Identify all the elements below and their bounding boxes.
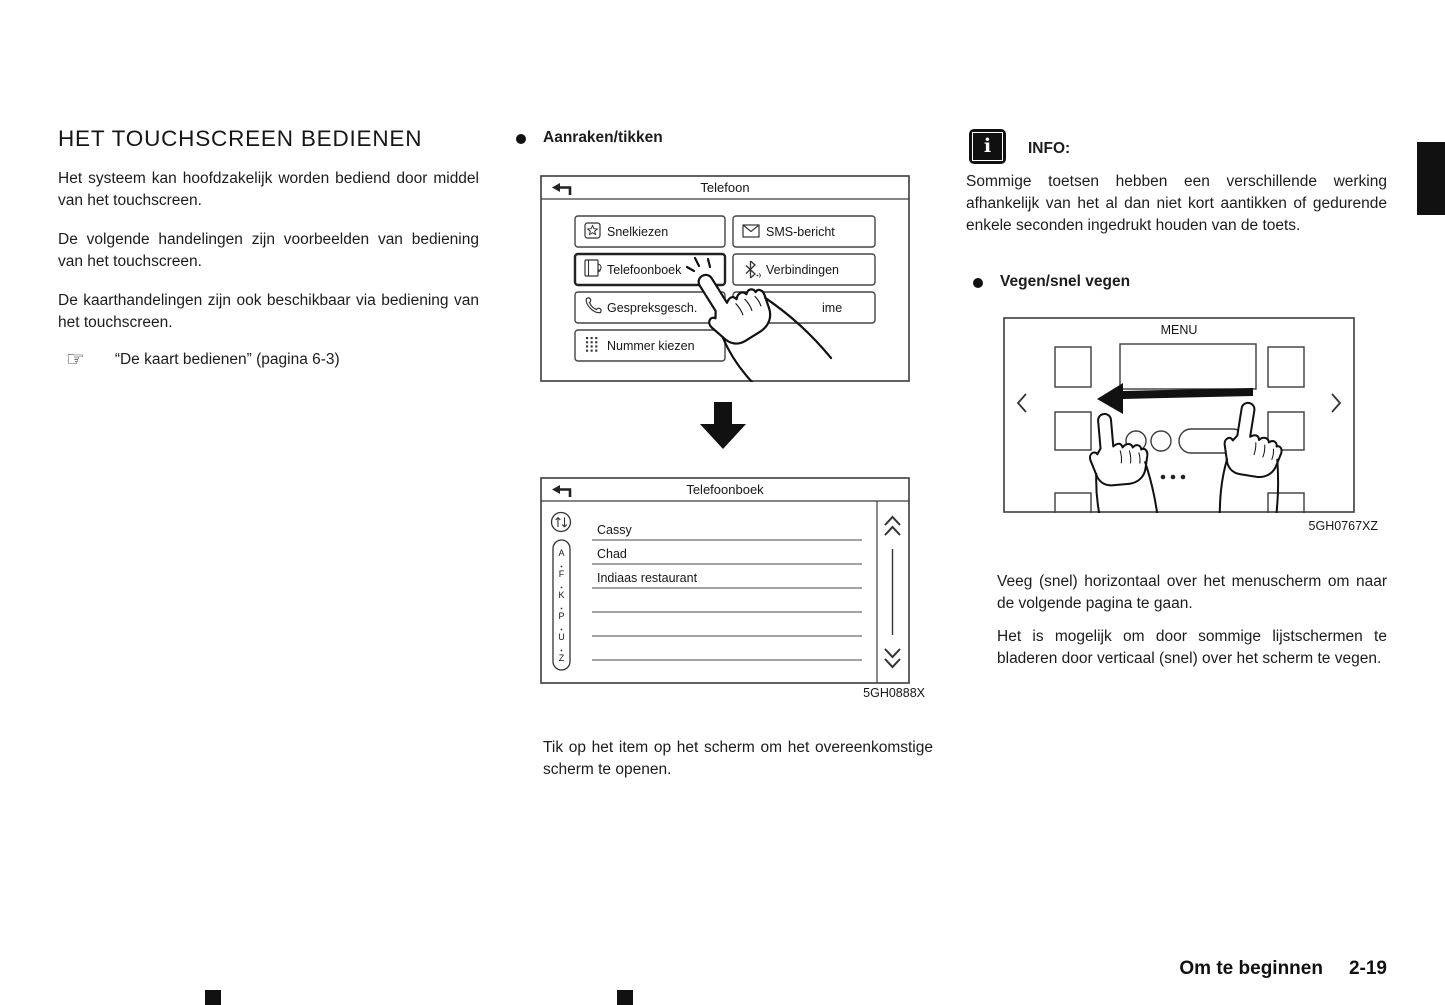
figure-menu-screen: [1003, 317, 1355, 513]
figure-code-phonebook: 5GH0888X: [863, 686, 925, 700]
paragraph-system: Het systeem kan hoofdzakelijk worden bediend door middel van het touchscreen.: [58, 170, 479, 209]
paragraph-map: De kaarthandelingen zijn ook beschikbaar via bediening van het touchscreen.: [58, 292, 479, 331]
index-letter: K: [558, 590, 565, 600]
section-heading-swipe: [973, 273, 1130, 291]
screen-title: Telefoon: [700, 180, 750, 195]
button-label: ime: [822, 301, 843, 315]
bullet-icon: [973, 278, 983, 288]
button-label: Verbindingen: [766, 263, 839, 277]
pointing-hand-icon: ☞: [66, 348, 85, 371]
page-heading: HET TOUCHSCREEN BEDIENEN: [58, 126, 423, 151]
list-item: Cassy: [597, 523, 632, 537]
footer-page-number: 2-19: [1348, 958, 1387, 979]
info-icon: [969, 129, 1006, 164]
index-letter: U: [558, 632, 565, 642]
section-heading-label: Vegen/snel vegen: [1000, 273, 1131, 290]
page-footer: [1179, 958, 1387, 980]
registration-mark: [205, 990, 221, 1005]
button-nummer-kiezen: [575, 330, 725, 361]
button-gespreksgesch: [575, 292, 725, 323]
info-paragraph: Sommige toetsen hebben een verschillende werking afhankelijk van het al dan niet kort aantikken of gedurende enkele seconden ingedrukt houden van de toets.: [966, 173, 1387, 234]
figure-caption: [543, 737, 933, 798]
figure-phonebook-screen: [540, 477, 910, 684]
figure-phone-screen: [540, 175, 910, 382]
info-label: INFO:: [1028, 140, 1071, 157]
swipe-paragraph-block-1: [997, 571, 1387, 632]
bullet-icon: [516, 134, 526, 144]
index-letter: Z: [558, 653, 565, 663]
chapter-tab: [1417, 142, 1445, 215]
button-label: Gespreksgesch.: [607, 301, 698, 315]
info-icon-frame: [972, 132, 1003, 161]
caption-text: Tik op het item op het scherm om het overeenkomstige scherm te openen.: [543, 739, 933, 778]
button-sms: [733, 216, 875, 247]
paragraph-examples: De volgende handelingen zijn voorbeelden van bediening van het touchscreen.: [58, 231, 479, 270]
info-paragraph-block: [966, 171, 1387, 254]
button-label: SMS-bericht: [766, 225, 835, 239]
swipe-paragraph-1: Veeg (snel) horizontaal over het menuscherm om naar de volgende pagina te gaan.: [997, 573, 1387, 612]
section-heading-label: Aanraken/tikken: [543, 129, 663, 146]
button-label: Telefoonboek: [607, 263, 682, 277]
left-column: [58, 126, 479, 370]
list-item: Indiaas restaurant: [597, 571, 698, 585]
registration-mark: [617, 990, 633, 1005]
index-letter: A: [558, 548, 565, 558]
swipe-paragraph-block-2: [997, 626, 1387, 687]
flow-down-arrow: [699, 402, 747, 450]
index-letter: P: [558, 611, 565, 621]
index-letter: F: [558, 569, 565, 579]
figure-code-menu: 5GH0767XZ: [1308, 519, 1378, 533]
reference-text: “De kaart bedienen” (pagina 6-3): [114, 351, 340, 368]
section-heading-touch: [516, 129, 663, 147]
footer-section-title: Om te beginnen: [1179, 958, 1323, 979]
button-snelkiezen: [575, 216, 725, 247]
list-item: Chad: [597, 547, 627, 561]
cross-reference: [58, 348, 479, 371]
screen-title: MENU: [1160, 323, 1198, 337]
screen-title: Telefoonboek: [686, 482, 764, 497]
button-verbindingen: [733, 254, 875, 285]
button-label: Nummer kiezen: [607, 339, 695, 353]
info-glyph: i: [983, 135, 992, 157]
swipe-paragraph-2: Het is mogelijk om door sommige lijstschermen te bladeren door verticaal (snel) over het scherm te vegen.: [997, 628, 1387, 667]
button-label: Snelkiezen: [607, 225, 669, 239]
page-dots: [1161, 475, 1186, 480]
